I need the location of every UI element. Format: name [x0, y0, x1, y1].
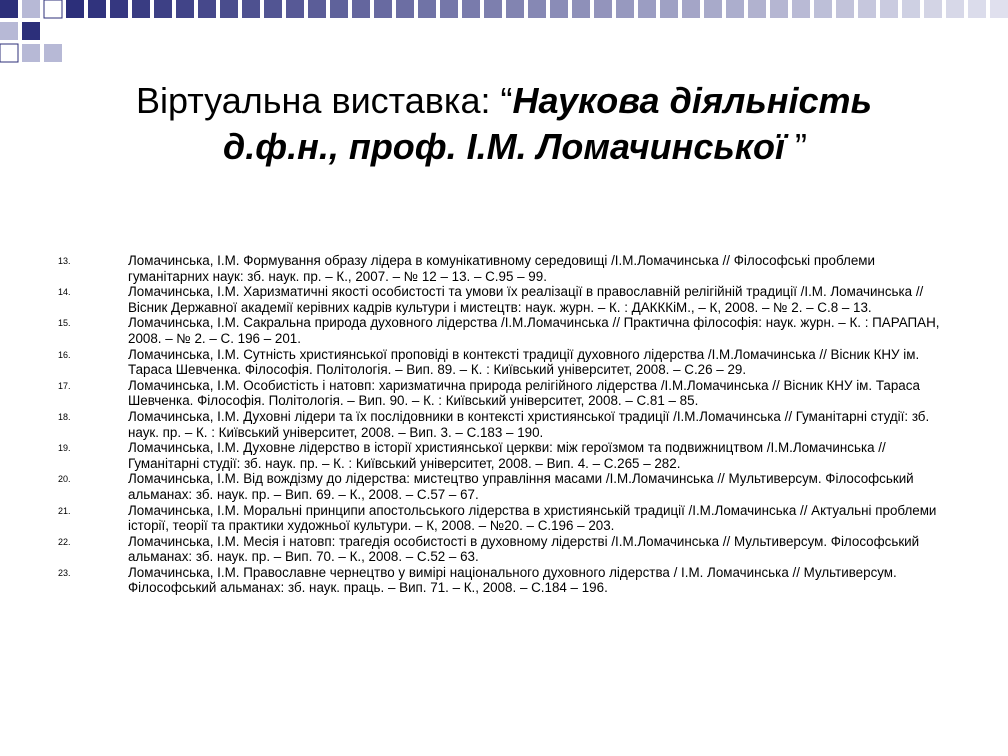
decorative-squares-pattern — [0, 0, 1008, 80]
deco-square — [176, 0, 194, 18]
reference-text: Ломачинська, І.М. Месія і натовп: трагедія особистості в духовному лідерстві /І.М.Ломачинська // Мультиверсум. Філософський альманах: зб. наук. пр. – Вип. 70. – К., 2008. – С.52 – 63. — [128, 533, 920, 565]
reference-item — [58, 409, 958, 440]
deco-square — [880, 0, 898, 18]
deco-square — [704, 0, 722, 18]
title-prefix: Віртуальна виставка: “ — [136, 80, 513, 121]
deco-square — [374, 0, 392, 18]
deco-square — [22, 22, 40, 40]
reference-item — [58, 253, 958, 284]
deco-square — [264, 0, 282, 18]
reference-item — [58, 315, 958, 346]
deco-square — [22, 44, 40, 62]
deco-square — [242, 0, 260, 18]
deco-square — [462, 0, 480, 18]
reference-number: 13. — [58, 256, 71, 266]
deco-square — [506, 0, 524, 18]
reference-item — [58, 440, 958, 471]
reference-text: Ломачинська, І.М. Духовне лідерство в історії християнської церкви: між героїзмом та подвижництвом /І.М.Ломачинська // Гуманітарні студії: зб. наук. пр. – К. : Київський університет, 2008. – Вип. 4. – С.265 – 282. — [128, 440, 886, 471]
reference-text: Ломачинська, І.М. Православне чернецтво у вимірі національного духовного лідерства / І.М. Ломачинська // Мультиверсум. Філософський альманах: зб. наук. праць. – Вип. 71. – К., 2008. – С.184 – 196. — [128, 564, 897, 596]
reference-list — [58, 253, 958, 596]
reference-text: Ломачинська, І.М. Духовні лідери та їх послідовники в контексті християнської традиції /І.М.Ломачинська // Гуманітарні студії: зб. наук. пр. – К. : Київський університет, 2008. – Вип. 3. – С.183 – 190. — [128, 408, 930, 440]
deco-square — [946, 0, 964, 18]
deco-square — [0, 0, 18, 18]
deco-square — [44, 0, 62, 18]
reference-number: 18. — [58, 411, 71, 422]
deco-square — [22, 0, 40, 18]
reference-text: Ломачинська, І.М. Формування образу лідера в комунікативному середовищі /І.М.Ломачинська // Філософські проблеми гуманітарних наук: зб. наук. пр. – К., 2007. – № 12 – 13. – С.95 – 99. — [128, 253, 875, 284]
reference-number: 14. — [58, 287, 71, 298]
reference-number: 19. — [58, 443, 71, 454]
reference-text: Ломачинська, І.М. Особистість і натовп: харизматична природа релігійного лідерства /І.М.Ломачинська // Вісник КНУ ім. Тараса Шевченка. Філософія. Політологія. – Вип. 90. – К. : Київський університет, 2008. – С.81 – 85. — [128, 377, 920, 409]
reference-item — [58, 534, 958, 565]
reference-number: 15. — [58, 318, 71, 329]
reference-item — [58, 284, 958, 315]
deco-square — [638, 0, 656, 18]
deco-square — [836, 0, 854, 18]
deco-square — [154, 0, 172, 18]
reference-number: 17. — [58, 380, 71, 391]
deco-square — [924, 0, 942, 18]
reference-item — [58, 471, 958, 502]
deco-square — [88, 0, 106, 18]
deco-square — [352, 0, 370, 18]
reference-text: Ломачинська, І.М. Харизматичні якості особистості та умови їх реалізації в православній релігійній традиції /І.М. Ломачинська // Вісник Державної академії керівних кадрів культури і мистецтв: наук. журн. – К. : ДАКККіМ., – К, 2008. – № 2. – С.8 – 13. — [128, 284, 924, 315]
title-emphasis-line-1: Наукова діяльність — [512, 80, 872, 121]
deco-square — [792, 0, 810, 18]
deco-square — [660, 0, 678, 18]
deco-square — [220, 0, 238, 18]
deco-square — [440, 0, 458, 18]
deco-square — [858, 0, 876, 18]
deco-square — [198, 0, 216, 18]
reference-text: Ломачинська, І.М. Моральні принципи апостольського лідерства в християнській традиції /І.М.Ломачинська // Актуальні проблеми історії, теорії та практики художньої культури. – К, 2008. – №20. – С.196 – 203. — [128, 502, 937, 534]
deco-square — [748, 0, 766, 18]
reference-number: 23. — [58, 567, 71, 578]
deco-square — [770, 0, 788, 18]
reference-text: Ломачинська, І.М. Сакральна природа духовного лідерства /І.М.Ломачинська // Практична філософія: наук. журн. – К. : ПАРАПАН, 2008. – № 2. – С. 196 – 201. — [128, 315, 940, 346]
deco-square — [330, 0, 348, 18]
deco-square — [550, 0, 568, 18]
slide-title — [40, 78, 968, 170]
reference-item — [58, 503, 958, 534]
deco-square — [814, 0, 832, 18]
deco-square — [110, 0, 128, 18]
deco-square — [968, 0, 986, 18]
reference-number: 21. — [58, 505, 71, 516]
reference-number: 20. — [58, 474, 71, 485]
deco-square — [594, 0, 612, 18]
deco-square — [902, 0, 920, 18]
reference-item — [58, 565, 958, 596]
deco-square — [682, 0, 700, 18]
deco-square — [528, 0, 546, 18]
deco-square — [396, 0, 414, 18]
deco-square — [990, 0, 1008, 18]
decorative-squares-svg — [0, 0, 1008, 80]
deco-square — [132, 0, 150, 18]
title-emphasis-line-2: д.ф.н., проф. І.М. Ломачинської — [222, 126, 786, 167]
reference-item — [58, 378, 958, 409]
reference-number: 16. — [58, 349, 71, 360]
reference-text: Ломачинська, І.М. Від вождізму до лідерства: мистецтво управління масами /І.М.Ломачинська // Мультиверсум. Філософський альманах: зб. наук. пр. – Вип. 69. – К., 2008. – С.57 – 67. — [128, 471, 914, 502]
deco-square — [44, 44, 62, 62]
reference-number: 22. — [58, 536, 71, 547]
reference-text: Ломачинська, І.М. Сутність християнської проповіді в контексті традиції духовного лідерства /І.М.Ломачинська // Вісник КНУ ім. Тараса Шевченка. Філософія. Політологія. – Вип. 89. – К. : Київський університет, 2008. – С.26 – 29. — [128, 346, 920, 378]
deco-square — [726, 0, 744, 18]
deco-square — [308, 0, 326, 18]
deco-square — [0, 44, 18, 62]
deco-square — [286, 0, 304, 18]
deco-square — [616, 0, 634, 18]
title-suffix: ” — [785, 126, 808, 167]
title-line-2 — [40, 124, 968, 170]
deco-square — [66, 0, 84, 18]
deco-square — [484, 0, 502, 18]
deco-square — [572, 0, 590, 18]
reference-item — [58, 347, 958, 378]
deco-square — [418, 0, 436, 18]
deco-square — [0, 22, 18, 40]
